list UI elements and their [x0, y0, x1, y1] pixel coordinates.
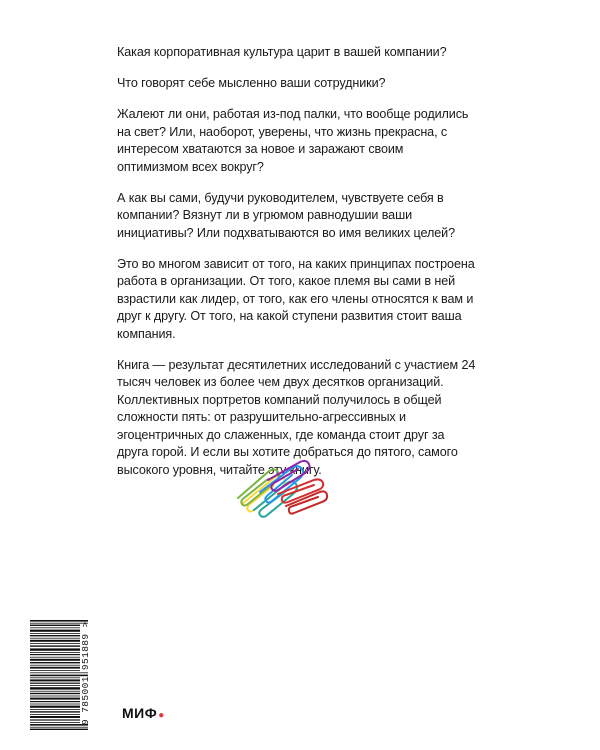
description-text — [117, 44, 477, 493]
paragraph-5: Это во многом зависит от того, на каких принципах построена работа в организации. От того, какое племя вы сами в ней взрастили как лидер, от того, как его члены относятся к вам и друг к другу. От того, на какой ступени развития стоит ваша компания. — [117, 256, 475, 341]
paragraph-6: Книга — результат десятилетних исследований с участием 24 тысяч человек из более чем двух десятков организаций. Коллективных портретов компаний получилось в общей сложности пять: от разрушительно-агрессивных и эгоцентричных до слаженных, где команда стоит друг за друга горой. И если вы хотите добраться до пятого, самого высокого уровня, читайте эту книгу. — [117, 357, 476, 477]
publisher-logo — [122, 705, 165, 721]
publisher-logo-text: МИФ — [122, 705, 158, 721]
logo-dot-icon: ● — [158, 710, 165, 721]
paragraph-1: Какая корпоративная культура царит в вашей компании? — [117, 45, 447, 59]
paragraph-4: А как вы сами, будучи руководителем, чувствуете себя в компании? Вязнут ли в угрюмом равнодушии ваши инициативы? Или подхватываются во имя великих целей? — [117, 190, 456, 240]
paperclips-illustration — [234, 458, 330, 518]
isbn-digits: 9 785001 951889 > — [80, 621, 91, 725]
paragraph-3: Жалеют ли они, работая из-под палки, что вообще родились на свет? Или, наоборот, уверены, что жизнь прекрасна, с интересом хватаются за новое и заражают своим оптимизмом всех вокруг? — [117, 107, 469, 174]
paragraph-2: Что говорят себе мысленно ваши сотрудники? — [117, 76, 386, 90]
